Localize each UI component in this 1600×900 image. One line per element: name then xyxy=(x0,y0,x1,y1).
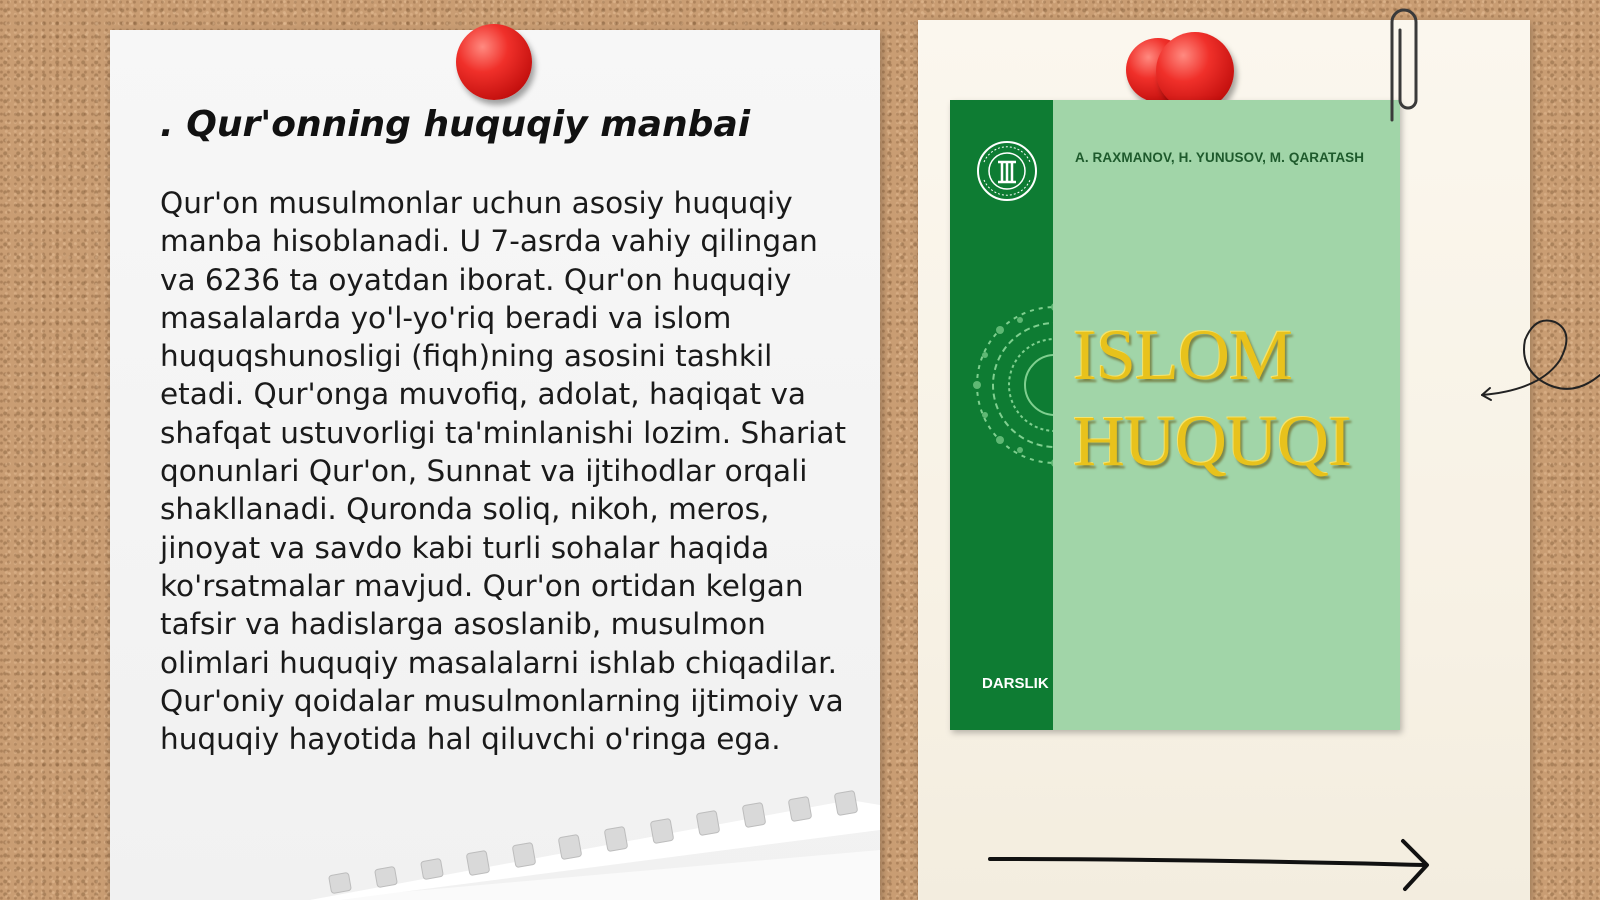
book-authors: A. RAXMANOV, H. YUNUSOV, M. QARATASH xyxy=(1075,150,1365,165)
push-pin-icon xyxy=(456,24,532,100)
slide-body-text: Qur'on musulmonlar uchun asosiy huquqiy manba hisoblanadi. U 7-asrda vahiy qilingan va 6236 ta oyatdan iborat. Qur'on huquqiy masalalarda yo'l-yo'riq beradi va islom huquqshunosligi (fiqh)ning asosini tashkil etadi. Qur'onga muvofiq, adolat, haqiqat va shafqat ustuvorligi ta'minlanishi lozim. Shariat qonunlari Qur'on, Sunnat va ijtihodlar orqali shakllanadi. Quronda soliq, nikoh, meros, jinoyat va savdo kabi turli sohalar haqida ko'rsatmalar mavjud. Qur'on ortidan kelgan tafsir va hadislarga asoslanib, musulmon olimlari huquqiy masalalarni ishlab chiqadilar. Qur'oniy qoidalar musulmonlarning ijtimoiy va huquqiy hayotida hal qiluvchi o'ringa ega. xyxy=(160,186,847,757)
book-title xyxy=(1073,312,1393,484)
book-title-line: ISLOM xyxy=(1073,315,1293,395)
arrow-right-icon xyxy=(985,835,1455,895)
book-cover xyxy=(950,100,1400,730)
book-title-line: HUQUQI xyxy=(1073,401,1351,481)
ornament-icon xyxy=(970,300,1053,470)
slide-title: . Qur'onning huquqiy manbai xyxy=(160,104,751,145)
book-label: DARSLIK xyxy=(982,675,1049,692)
paperclip-icon xyxy=(1378,0,1422,130)
university-logo-icon xyxy=(976,140,1038,202)
book-spine xyxy=(950,100,1053,730)
push-pin-icon xyxy=(1156,32,1234,110)
loop-arrow-icon xyxy=(1480,310,1600,410)
torn-notebook-strip xyxy=(310,790,880,900)
